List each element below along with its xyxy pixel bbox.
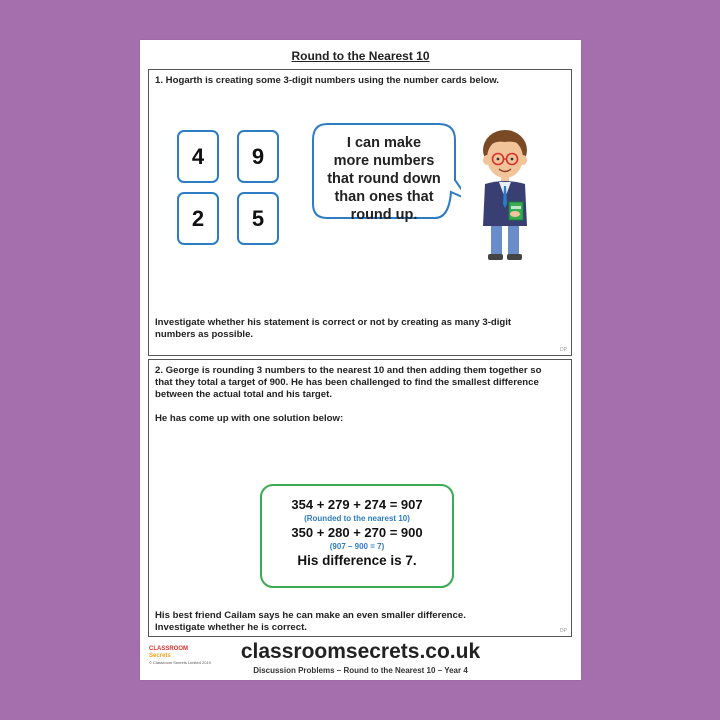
speech-text: [323, 134, 445, 224]
q2-followup-line-1: His best friend Cailam says he can make an even smaller difference.: [155, 610, 466, 621]
q2-prompt-line-2: that they total a target of 900. He has been challenged to find the smallest difference: [155, 377, 539, 388]
teacher-character-icon: [475, 124, 535, 264]
difference-result: His difference is 7.: [297, 553, 417, 568]
speech-line: more numbers: [333, 153, 435, 169]
rounded-sum: 350 + 280 + 270 = 900: [291, 525, 423, 540]
number-card-4: 5: [237, 192, 279, 245]
number-card-1: 4: [177, 130, 219, 183]
rounded-note: (Rounded to the nearest 10): [304, 514, 410, 523]
actual-sum: 354 + 279 + 274 = 907: [291, 497, 423, 512]
question-2-box: [148, 359, 572, 637]
q1-mark: DP: [560, 347, 567, 353]
q2-mark: DP: [560, 628, 567, 634]
number-card-3: 2: [177, 192, 219, 245]
q2-solution-intro: He has come up with one solution below:: [155, 413, 344, 424]
copyright-text: © Classroom Secrets Limited 2019: [149, 660, 211, 665]
question-1-box: [148, 69, 572, 356]
worksheet-title: Round to the Nearest 10: [291, 49, 430, 63]
logo-wordmark: CLASSROOM Secrets: [149, 646, 188, 659]
speech-line: than ones that: [334, 189, 434, 205]
q2-prompt-line-3: between the actual total and his target.: [155, 389, 332, 400]
speech-bubble: [311, 122, 461, 232]
q1-instruction-line-2: numbers as possible.: [155, 329, 254, 340]
difference-note: (907 – 900 = 7): [329, 542, 385, 551]
q2-prompt-line-1: 2. George is rounding 3 numbers to the nearest 10 and then adding them together so: [155, 365, 542, 376]
q1-prompt: 1. Hogarth is creating some 3-digit numbers using the number cards below.: [155, 75, 500, 86]
worksheet: [140, 40, 581, 680]
site-url: classroomsecrets.co.uk: [240, 640, 481, 663]
speech-line: that round down: [327, 171, 441, 187]
q1-instruction-line-1: Investigate whether his statement is correct or not by creating as many 3-digit: [155, 317, 512, 328]
speech-line: I can make: [346, 135, 422, 151]
footer-subtitle: Discussion Problems – Round to the Nearest 10 – Year 4: [253, 666, 468, 675]
q2-followup-line-2: Investigate whether he is correct.: [155, 622, 307, 633]
number-card-2: 9: [237, 130, 279, 183]
speech-line: round up.: [350, 207, 418, 223]
solution-box: [260, 484, 454, 588]
